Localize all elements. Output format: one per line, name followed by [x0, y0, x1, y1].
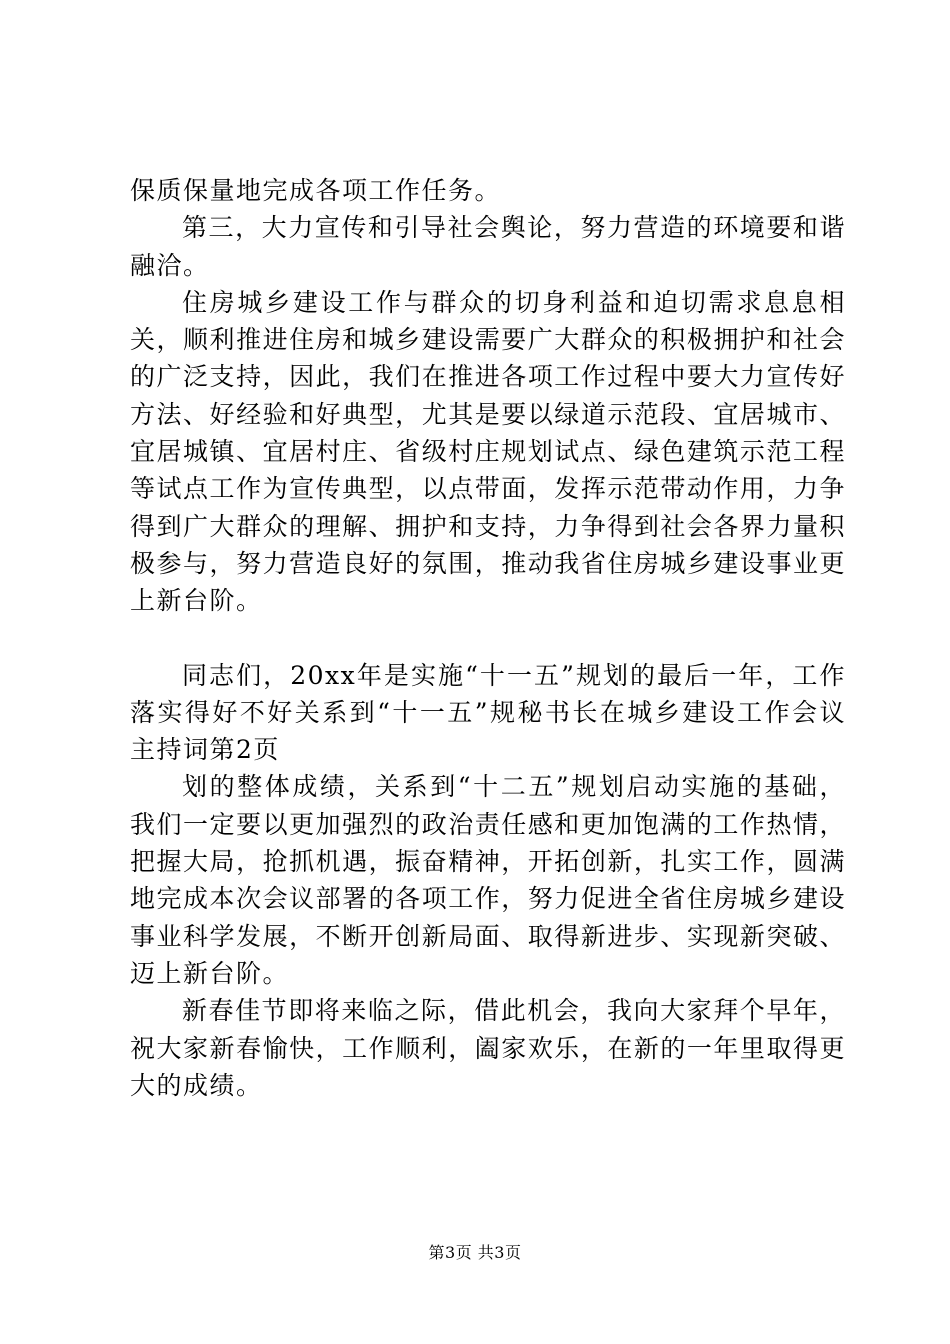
document-body	[130, 172, 846, 1104]
paragraph-overall-results: 划的整体成绩，关系到“十二五”规划启动实施的基础，我们一定要以更加强烈的政治责任感和更加饱满的工作热情，把握大局，抢抓机遇，振奋精神，开拓创新，扎实工作，圆满地完成本次会议部署的各项工作，努力促进全省住房城乡建设事业科学发展，不断开创新局面、取得新进步、实现新突破、迈上新台阶。	[130, 772, 846, 988]
page-number-footer: 第3页 共3页	[428, 1243, 522, 1262]
paragraph-publicity: 住房城乡建设工作与群众的切身利益和迫切需求息息相关，顺利推进住房和城乡建设需要广大群众的积极拥护和社会的广泛支持，因此，我们在推进各项工作过程中要大力宣传好方法、好经验和好典型，尤其是要以绿道示范段、宜居城市、宜居城镇、宜居村庄、省级村庄规划试点、绿色建筑示范工程等试点工作为宣传典型，以点带面，发挥示范带动作用，力争得到广大群众的理解、拥护和支持，力争得到社会各界力量积极参与，努力营造良好的氛围，推动我省住房城乡建设事业更上新台阶。	[130, 287, 846, 616]
paragraph-third-point: 第三，大力宣传和引导社会舆论，努力营造的环境要和谐融洽。	[130, 213, 846, 280]
paragraph-continuation: 保质保量地完成各项工作任务。	[130, 176, 502, 205]
paragraph-comrades: 同志们，20xx年是实施“十一五”规划的最后一年，工作落实得好不好关系到“十一五”规秘书长在城乡建设工作会议主持词第2页	[130, 660, 846, 765]
paragraph-gap	[130, 620, 846, 657]
paragraph-new-year-greeting: 新春佳节即将来临之际，借此机会，我向大家拜个早年，祝大家新春愉快，工作顺利，阖家欢乐，在新的一年里取得更大的成绩。	[130, 996, 846, 1100]
